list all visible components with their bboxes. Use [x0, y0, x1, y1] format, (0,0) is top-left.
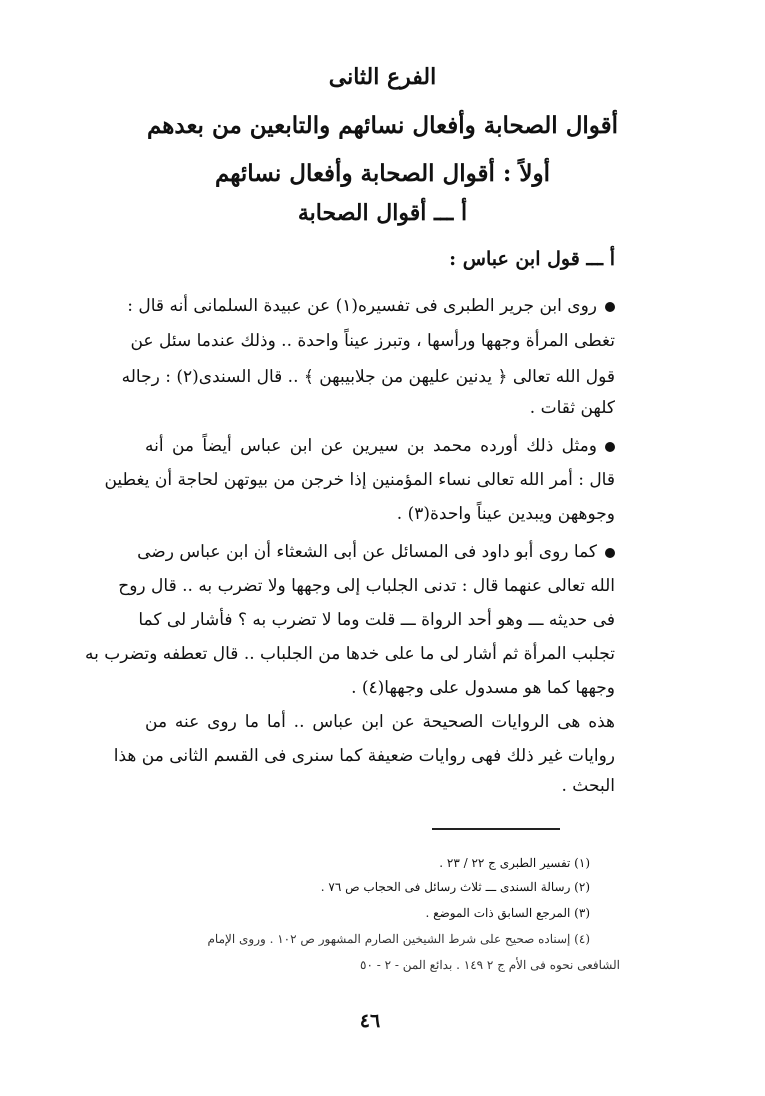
paragraph-line: كما روى أبو داود فى المسائل عن أبى الشعثاء أن ابن عباس رضى [145, 542, 615, 562]
footnote-4-continued: الشافعى نحوه فى الأم ج ٢ ١٤٩ . بدائع المن - ٢ - ٥٠ [360, 958, 620, 972]
paragraph-line: فى حديثه ـــ وهو أحد الرواة ـــ قلت وما لا تضرب به ؟ فأشار لى كما [138, 610, 615, 630]
paragraph-line: تجلبب المرأة ثم أشار لى ما على خدها من الجلباب .. قال تعطفه وتضرب به [85, 644, 615, 664]
paragraph-line: ومثل ذلك أورده محمد بن سيرين عن ابن عباس أيضاً من أنه [145, 436, 615, 456]
paragraph-line: وجهها كما هو مسدول على وجهها(٤) . [351, 678, 615, 698]
paragraph-line: قول الله تعالى ﴿ يدنين عليهن من جلابيبهن ﴾ .. قال السندى(٢) : رجاله [121, 367, 615, 387]
paragraph-line: الله تعالى عنهما قال : تدنى الجلباب إلى وجهها ولا تضرب به .. قال روح [118, 576, 615, 596]
item-heading: أ ـــ قول ابن عباس : [449, 248, 615, 270]
paragraph-line: كلهن ثقات . [529, 398, 615, 418]
paragraph-line: روايات غير ذلك فهى روايات ضعيفة كما سنرى فى القسم الثانى من هذا [113, 746, 615, 766]
subsection-title: أولاً : أقوال الصحابة وأفعال نسائهم [215, 160, 550, 187]
paragraph-line: قال : أمر الله تعالى نساء المؤمنين إذا خرجن من بيوتهن لحاجة أن يغطين [104, 470, 615, 490]
paragraph-line: روى ابن جرير الطبرى فى تفسيره(١) عن عبيدة السلمانى أنه قال : [145, 296, 615, 316]
branch-title: الفرع الثانى [328, 64, 437, 90]
bullet-icon [605, 548, 615, 558]
footnote-1: (١) تفسير الطبرى ج ٢٢ / ٢٣ . [439, 856, 590, 870]
bullet-icon [605, 442, 615, 452]
footnote-separator [432, 828, 560, 830]
paragraph-line: هذه هى الروايات الصحيحة عن ابن عباس .. أما ما روى عنه من [145, 712, 615, 732]
bullet-icon [605, 302, 615, 312]
paragraph-line: تغطى المرأة وجهها ورأسها ، وتبرز عيناً واحدة .. وذلك عندما سئل عن [130, 331, 615, 351]
section-title: أقوال الصحابة وأفعال نسائهم والتابعين من بعدهم [146, 112, 619, 139]
footnote-3: (٣) المرجع السابق ذات الموضع . [425, 906, 590, 920]
sub-subsection-title: أ ـــ أقوال الصحابة [297, 200, 468, 226]
paragraph-line: البحث . [561, 776, 615, 796]
footnote-4: (٤) إسناده صحيح على شرط الشيخين الصارم المشهور ص ١٠٢ . وروى الإمام [207, 932, 590, 946]
paragraph-line: وجوههن ويبدين عيناً واحدة(٣) . [396, 504, 615, 524]
footnote-2: (٢) رسالة السندى ـــ ثلاث رسائل فى الحجاب ص ٧٦ . [320, 880, 590, 894]
page-number: ٤٦ [359, 1010, 381, 1032]
